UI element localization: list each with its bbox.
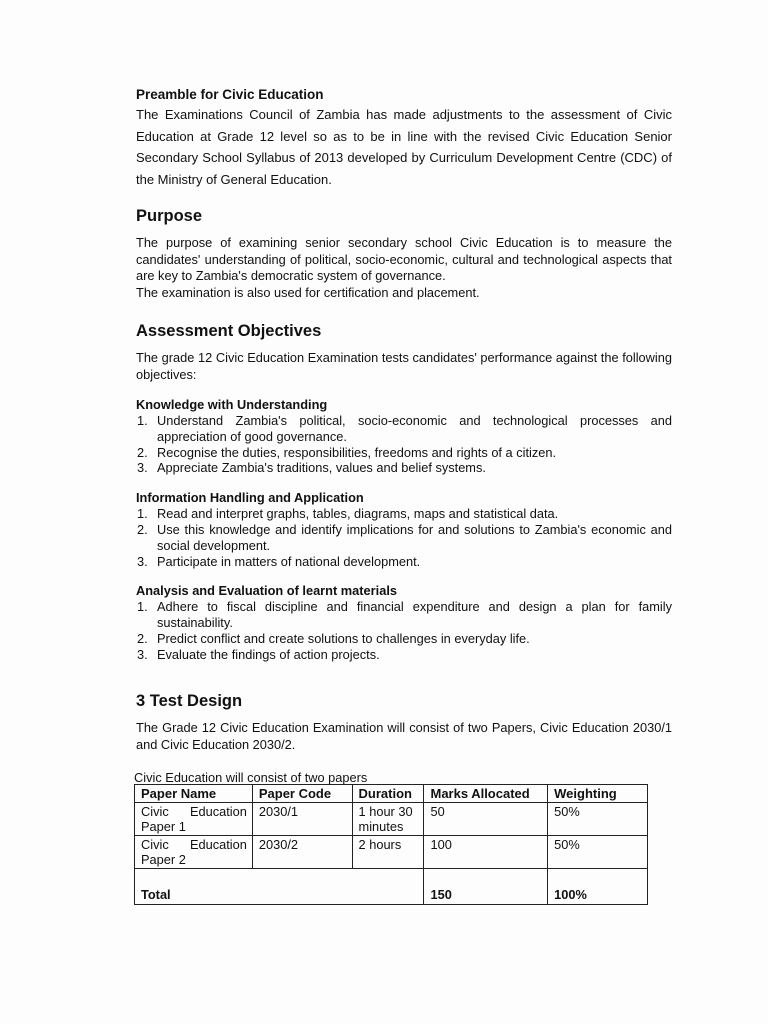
column-header: Weighting [548,785,648,803]
purpose-heading: Purpose [136,207,203,225]
preamble-heading: Preamble for Civic Education [136,87,324,102]
objective-group-title: Analysis and Evaluation of learnt materials [136,583,397,599]
table-cell-paper-name: Civic Education Paper 2 [135,835,253,868]
total-label: Total [135,868,424,904]
list-item: 3. Appreciate Zambia's traditions, values and belief systems. [137,460,486,476]
test-design-section [136,691,672,753]
table-total-row [135,868,648,904]
table-cell-paper-name: Civic Education Paper 1 [135,802,253,835]
objective-list [136,506,672,569]
total-marks: 150 [424,868,548,904]
list-item: 1. Read and interpret graphs, tables, diagrams, maps and statistical data. [137,506,559,522]
table-cell-duration: 2 hours [352,835,424,868]
table-cell-duration: 1 hour 30 minutes [352,802,424,835]
table-cell-marks: 100 [424,835,548,868]
column-header: Paper Code [252,785,352,803]
list-item: 3. Evaluate the findings of action projects. [137,646,380,662]
objectives-section [136,321,672,663]
objective-group-title: Information Handling and Application [136,490,364,506]
objective-list [136,599,672,662]
table-row [135,835,648,868]
objective-group-knowledge [136,397,672,476]
objectives-heading: Assessment Objectives [136,322,322,340]
table-cell-weighting: 50% [548,802,648,835]
list-item: 1. Adhere to fiscal discipline and financial expenditure and design a plan for family sustainability. [137,599,672,631]
table-cell-code: 2030/1 [252,802,352,835]
objectives-intro: The grade 12 Civic Education Examination tests candidates' performance against the following objectives: [136,350,672,382]
purpose-body-2: The examination is also used for certification and placement. [136,284,480,300]
table-cell-code: 2030/2 [252,835,352,868]
table-cell-marks: 50 [424,802,548,835]
test-design-body: The Grade 12 Civic Education Examination will consist of two Papers, Civic Education 2030/1 and Civic Education 2030/2. [136,720,672,752]
objective-group-information [136,490,672,569]
column-header: Paper Name [135,785,253,803]
column-header: Duration [352,785,424,803]
table-row [135,802,648,835]
list-item: 2. Recognise the duties, responsibilities, freedoms and rights of a citizen. [137,444,557,460]
purpose-body-1: The purpose of examining senior secondary school Civic Education is to measure the candidates' understanding of political, socio-economic, cultural and technological aspects that are key to Zambia's democratic system of governance. [136,235,672,283]
list-item: 1. Understand Zambia's political, socio-economic and technological processes and appreciation of good governance. [137,413,672,444]
total-weighting: 100% [548,868,648,904]
objective-group-analysis [136,583,672,662]
test-design-heading: 3 Test Design [136,692,243,710]
table-cell-weighting: 50% [548,835,648,868]
list-item: 3. Participate in matters of national development. [137,553,421,569]
column-header: Marks Allocated [424,785,548,803]
table-caption: Civic Education will consist of two papers [134,770,368,785]
objective-group-title: Knowledge with Understanding [136,397,328,412]
table-caption-wrap [134,770,670,785]
list-item: 2. Use this knowledge and identify implications for and solutions to Zambia's economic and social development. [137,521,672,553]
list-item: 2. Predict conflict and create solutions to challenges in everyday life. [137,630,530,646]
preamble-body: The Examinations Council of Zambia has made adjustments to the assessment of Civic Education at Grade 12 level so as to be in line with the revised Civic Education Senior Secondary School Syllabus of 2013 developed by Curriculum Development Centre (CDC) of the Ministry of General Education. [136,107,672,187]
test-design-table [134,784,648,905]
purpose-section [136,206,672,301]
objective-list [136,413,672,476]
table-header-row [135,785,648,803]
preamble-section [136,87,672,190]
